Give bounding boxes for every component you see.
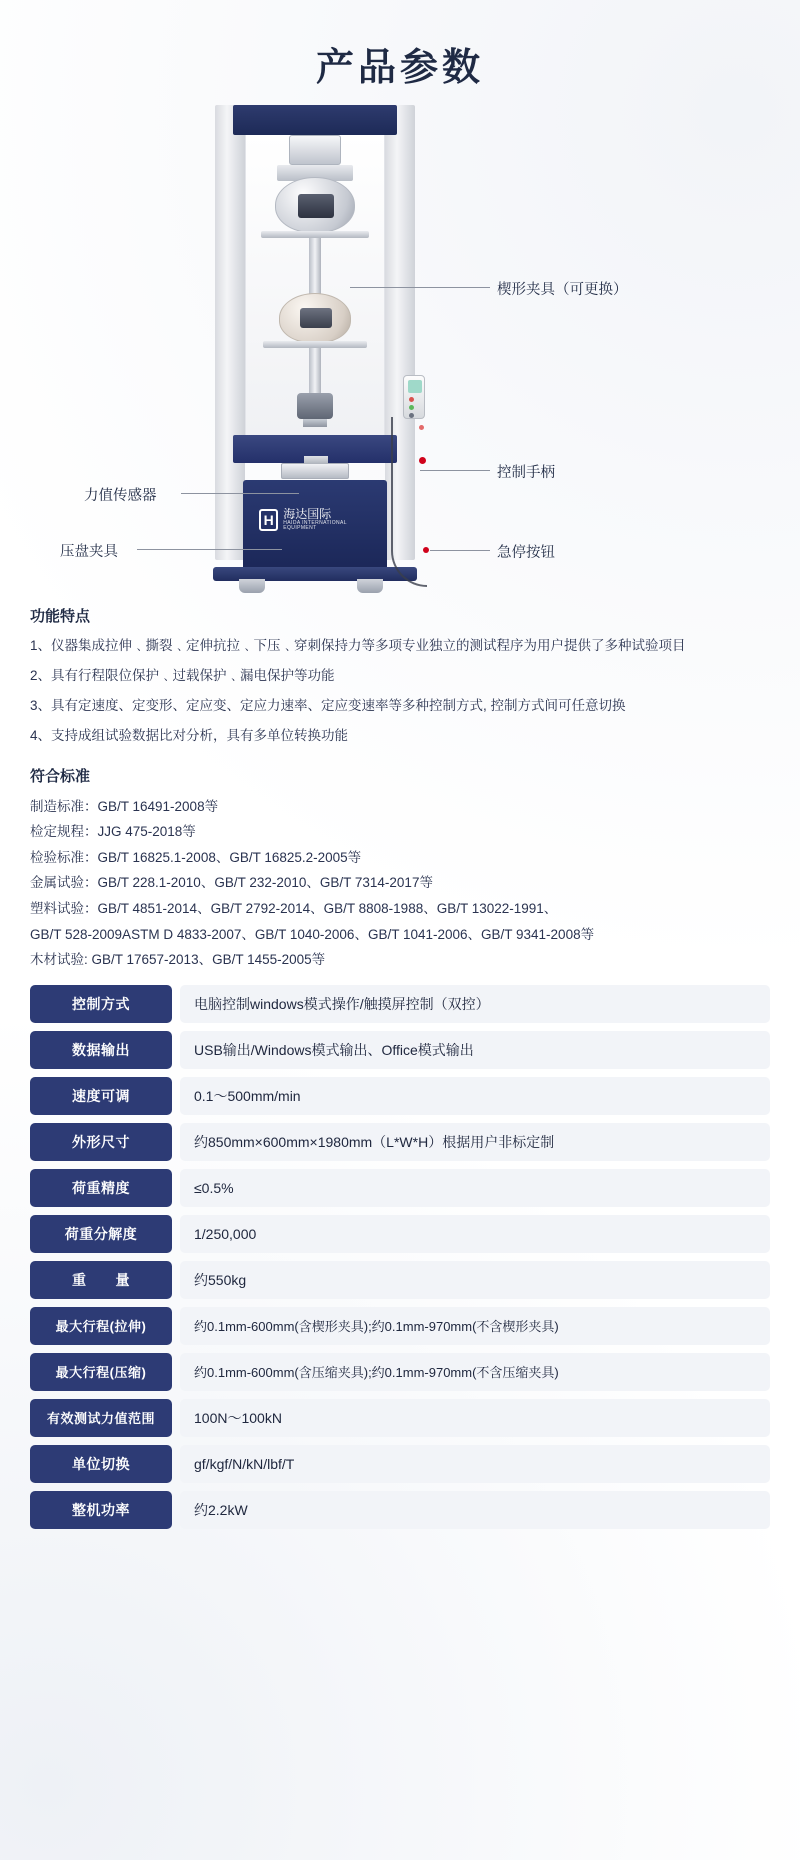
logo-text-cn: 海达国际 [283, 507, 332, 522]
feature-item: 1、仪器集成拉伸﹑撕裂﹑定伸抗拉﹑下压﹑穿刺保持力等多项专业独立的测试程序为用户提供了多种试验项目 [30, 638, 686, 653]
spec-value: 1/250,000 [180, 1215, 770, 1253]
feature-item: 3、具有定速度、定变形、定应变、定应力速率、定应变速率等多种控制方式, 控制方式间可任意切换 [30, 697, 626, 713]
features-heading: 功能特点 [30, 605, 90, 626]
features-section [0, 605, 800, 747]
spec-value: 约0.1mm-600mm(含压缩夹具);约0.1mm-970mm(不含压缩夹具) [180, 1353, 770, 1391]
wedge-jaw-upper [298, 194, 334, 218]
foot-left [239, 579, 265, 593]
spec-label: 速度可调 [30, 1077, 172, 1115]
emergency-stop-icon [419, 457, 426, 464]
callout-emergency-stop: 急停按钮 [497, 545, 555, 561]
callout-line-emergency-stop [430, 550, 490, 551]
spec-label: 重 量 [30, 1261, 172, 1299]
foot-right [357, 579, 383, 593]
lower-crossbar [263, 341, 367, 348]
spec-label: 荷重分解度 [30, 1215, 172, 1253]
callout-line-hand-controller [420, 470, 490, 471]
standard-item: 检验标准：GB/T 16825.1-2008、GB/T 16825.2-2005等 [30, 849, 362, 865]
page-title [0, 0, 800, 91]
spec-label: 单位切换 [30, 1445, 172, 1483]
handset-cable [391, 417, 427, 587]
spec-value: 0.1～500mm/min [180, 1077, 770, 1115]
upper-crossbar [261, 231, 369, 238]
spec-label: 最大行程(拉伸) [30, 1307, 172, 1345]
spec-value: 约2.2kW [180, 1491, 770, 1529]
wedge-grip-lower-icon [279, 293, 351, 343]
callout-line-wedge-grip [350, 287, 490, 288]
wedge-grip-upper-icon [275, 177, 355, 233]
lower-connecting-rod [309, 348, 321, 396]
table-row [30, 1261, 770, 1299]
features-list [30, 636, 770, 747]
spec-label: 整机功率 [30, 1491, 172, 1529]
table-row [30, 1031, 770, 1069]
handset-button-red [409, 397, 414, 402]
standard-item: 制造标准：GB/T 16491-2008等 [30, 798, 219, 814]
spec-label: 有效测试力值范围 [30, 1399, 172, 1437]
handset-screen [408, 380, 422, 393]
hand-controller-icon [403, 375, 425, 419]
callout-dot-emergency-stop [423, 547, 429, 553]
table-row [30, 1491, 770, 1529]
machine-illustration-area [0, 97, 800, 597]
table-row [30, 1353, 770, 1391]
logo-text [283, 508, 367, 531]
spec-label: 数据输出 [30, 1031, 172, 1069]
table-row [30, 1399, 770, 1437]
standard-item: GB/T 528-2009ASTM D 4833-2007、GB/T 1040-2006、GB/T 1041-2006、GB/T 9341-2008等 [30, 926, 595, 942]
callout-hand-controller: 控制手柄 [497, 465, 555, 481]
spec-value: 电脑控制windows模式操作/触摸屏控制（双控） [180, 985, 770, 1023]
standards-section [0, 765, 800, 971]
spec-value: 100N～100kN [180, 1399, 770, 1437]
callout-platen-fixture: 压盘夹具 [60, 544, 118, 560]
feature-item: 4、支持成组试验数据比对分析，具有多单位转换功能 [30, 727, 349, 743]
upper-grip-mount [289, 135, 341, 165]
page-title-text: 产品参数 [316, 36, 484, 91]
upper-connecting-rod [309, 238, 321, 296]
standard-item: 木材试验: GB/T 17657-2013、GB/T 1455-2005等 [30, 952, 326, 968]
specifications-table [30, 985, 770, 1529]
spec-label: 荷重精度 [30, 1169, 172, 1207]
spec-label: 外形尺寸 [30, 1123, 172, 1161]
spec-label: 最大行程(压缩) [30, 1353, 172, 1391]
spec-value: USB输出/Windows模式输出、Office模式输出 [180, 1031, 770, 1069]
brand-logo [259, 507, 367, 533]
wedge-jaw-lower [300, 308, 332, 328]
spec-value: 约550kg [180, 1261, 770, 1299]
load-sensor-icon [297, 393, 333, 419]
feature-item: 2、具有行程限位保护﹑过载保护﹑漏电保护等功能 [30, 667, 335, 683]
table-row [30, 985, 770, 1023]
spec-value: gf/kgf/N/kN/lbf/T [180, 1445, 770, 1483]
standards-heading: 符合标准 [30, 765, 90, 786]
table-row [30, 1123, 770, 1161]
callout-wedge-grip: 楔形夹具（可更换） [497, 282, 628, 298]
table-row [30, 1215, 770, 1253]
standards-list [30, 796, 770, 971]
standard-item: 金属试验：GB/T 228.1-2010、GB/T 232-2010、GB/T 7314-2017等 [30, 875, 433, 891]
handset-button-green [409, 405, 414, 410]
standard-item: 塑料试验：GB/T 4851-2014、GB/T 2792-2014、GB/T 8808-1988、GB/T 13022-1991、 [30, 901, 558, 917]
logo-mark-icon: H [259, 509, 278, 531]
table-row [30, 1445, 770, 1483]
spec-value: ≤0.5% [180, 1169, 770, 1207]
table-row [30, 1307, 770, 1345]
spec-value: 约0.1mm-600mm(含楔形夹具);约0.1mm-970mm(不含楔形夹具) [180, 1307, 770, 1345]
callout-line-platen-fixture [137, 549, 282, 550]
callout-load-sensor: 力值传感器 [84, 488, 157, 504]
indicator-led [419, 425, 424, 430]
logo-text-en: HAIDA INTERNATIONAL EQUIPMENT [283, 520, 347, 532]
platen-fixture-icon [281, 463, 349, 479]
top-crosshead [233, 105, 397, 135]
spec-label: 控制方式 [30, 985, 172, 1023]
testing-machine-image [205, 105, 425, 585]
callout-line-load-sensor [181, 493, 299, 494]
standard-item: 检定规程：JJG 475-2018等 [30, 824, 196, 840]
left-column [215, 105, 245, 560]
table-row [30, 1169, 770, 1207]
spec-value: 约850mm×600mm×1980mm（L*W*H）根据用户非标定制 [180, 1123, 770, 1161]
table-row [30, 1077, 770, 1115]
